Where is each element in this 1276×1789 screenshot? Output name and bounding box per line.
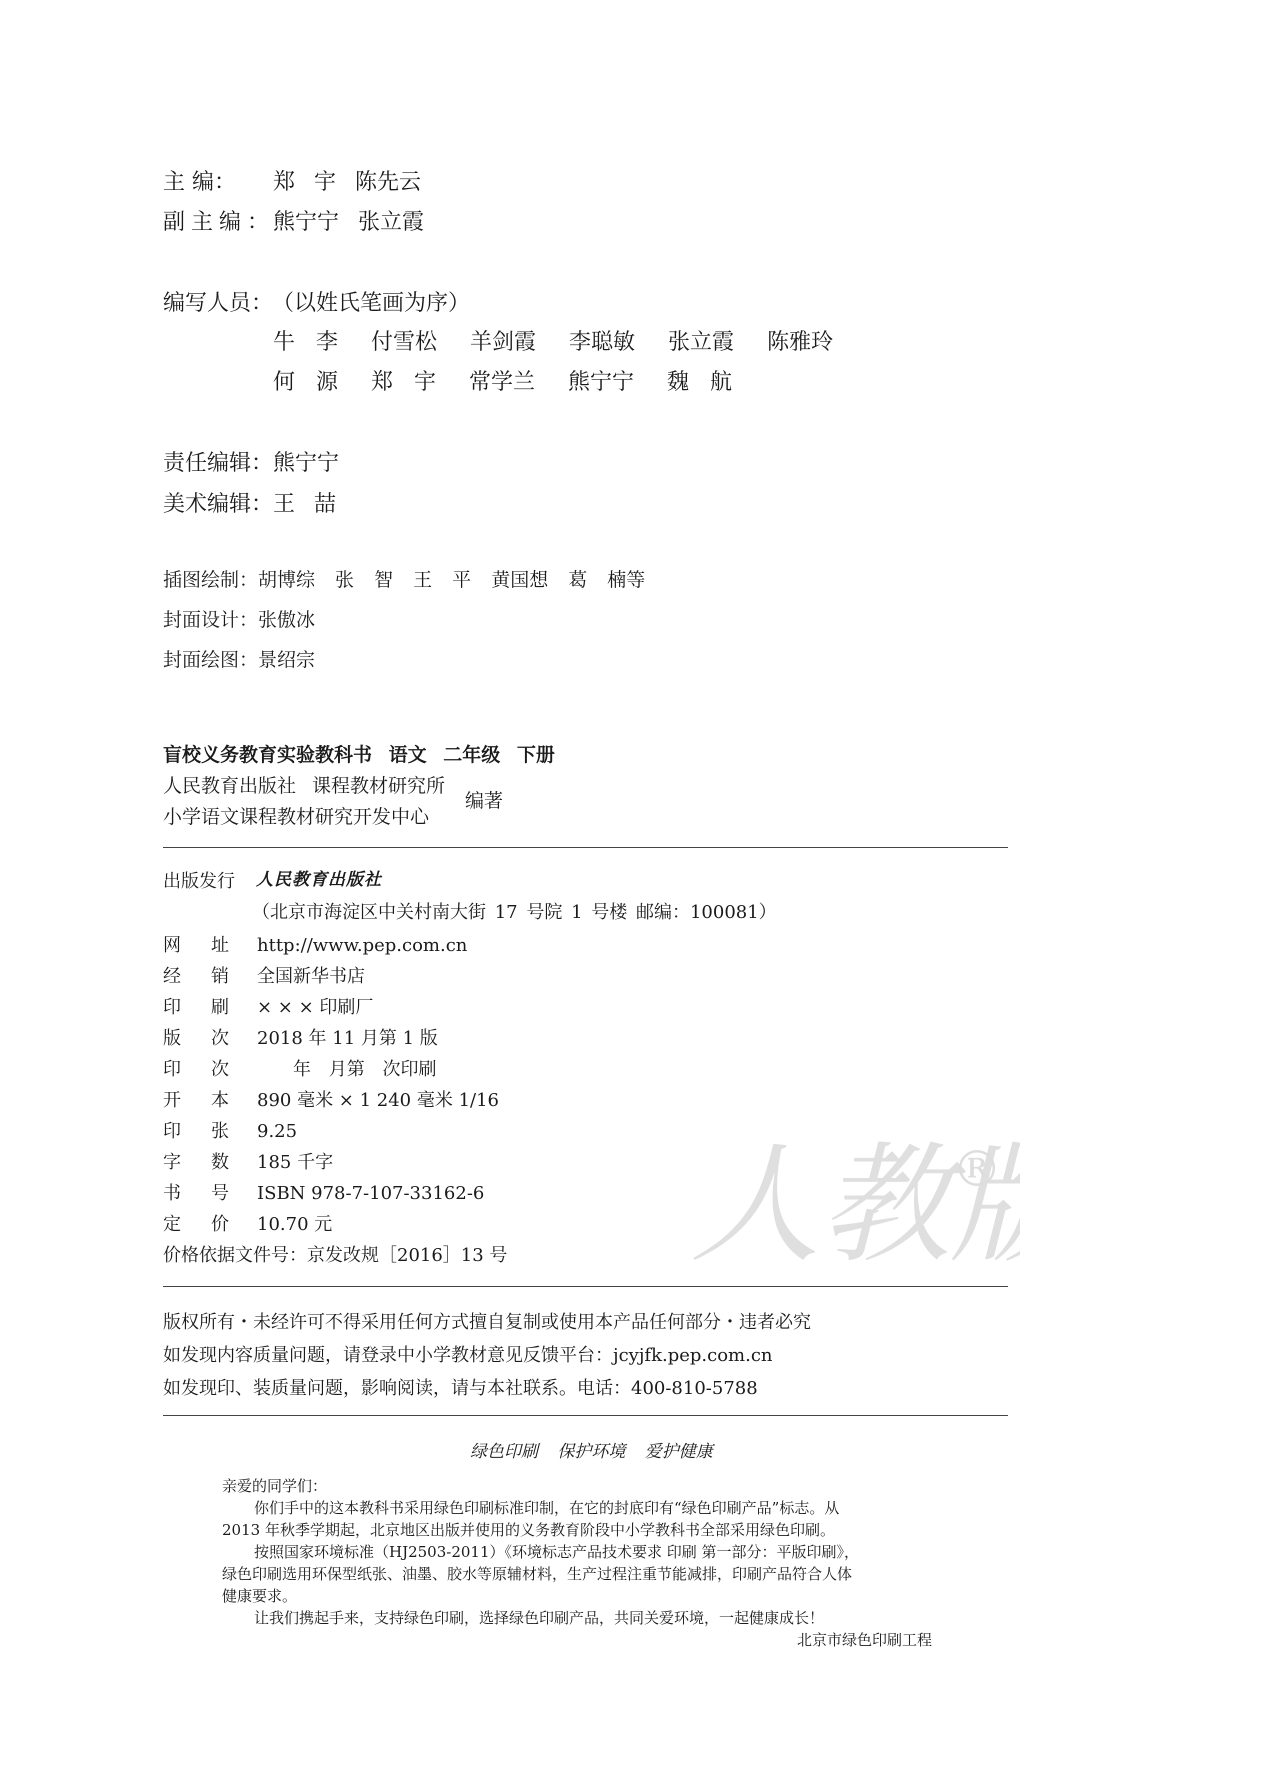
imprint-label: 网址 [163, 935, 259, 956]
compiled-by: 编著 [465, 790, 504, 812]
writers-row-1 [273, 325, 859, 356]
cover-drawing-name: 景绍宗 [258, 649, 316, 671]
quality-contact: 如发现印、装质量问题，影响阅读，请与本社联系。电话：400-810-5788 [163, 1378, 758, 1399]
imprint-value: 全国新华书店 [257, 966, 365, 987]
imprint-value: http://www.pep.com.cn [257, 935, 468, 956]
illustration-names: 胡博综 张 智 王 平 黄国想 葛 楠等 [258, 569, 646, 591]
notice-paragraph-1: 你们手中的这本教科书采用绿色印刷标准印制，在它的封底印有“绿色印刷产品”标志。从 [254, 1499, 840, 1517]
divider [163, 847, 1008, 848]
imprint-row-website [163, 931, 467, 957]
writers-label: 编写人员： [163, 291, 274, 316]
imprint-row-printer [163, 993, 373, 1019]
notice-paragraph-2: 按照国家环境标准（HJ2503-2011）《环境标志产品技术要求 印刷 第一部分：平版印刷》， [254, 1543, 860, 1561]
cover-design-label: 封面设计： [163, 609, 259, 631]
imprint-label: 字数 [163, 1152, 259, 1173]
writer-name: 何 源 [273, 370, 338, 395]
notice-paragraph-2-cont: 绿色印刷选用环保型纸张、油墨、胶水等原辅材料，生产过程注重节能减排，印刷产品符合人体 [222, 1565, 853, 1583]
content-feedback: 如发现内容质量问题，请登录中小学教材意见反馈平台：jcyjfk.pep.com.cn [163, 1345, 773, 1366]
chief-editor-names: 郑 宇 陈先云 [273, 170, 421, 195]
writer-name: 张立霞 [668, 330, 735, 355]
imprint-label: 开本 [163, 1090, 259, 1111]
chief-editor-label: 主 编： [163, 170, 236, 195]
imprint-value: 年 月第 次印刷 [293, 1059, 437, 1080]
writer-name: 陈雅玲 [767, 330, 834, 355]
cover-design-name: 张傲冰 [258, 609, 316, 631]
book-title: 盲校义务教育实验教科书 语文 二年级 下册 [163, 744, 555, 766]
notice-paragraph-1-cont: 2013 年秋季学期起，北京地区出版并使用的义务教育阶段中小学教科书全部采用绿色印刷。 [222, 1521, 835, 1539]
writer-name: 魏 航 [667, 370, 733, 395]
imprint-label: 书号 [163, 1183, 259, 1204]
watermark-text: 人教 [690, 1130, 951, 1280]
responsible-editor-name: 熊宁宁 [273, 451, 340, 476]
writer-name: 羊剑霞 [470, 330, 537, 355]
imprint-value: 185 千字 [257, 1152, 334, 1173]
imprint-value: 2018 年 11 月第 1 版 [257, 1028, 438, 1049]
price-document-number: 价格依据文件号：京发改规［2016］13 号 [163, 1245, 508, 1266]
divider [163, 1286, 1008, 1287]
green-printing-heading: 绿色印刷 保护环境 爱护健康 [470, 1442, 713, 1462]
imprint-label: 经销 [163, 966, 259, 987]
writer-name: 郑 宇 [371, 370, 436, 395]
imprint-value: 9.25 [257, 1121, 298, 1142]
notice-paragraph-3: 让我们携起手来，支持绿色印刷，选择绿色印刷产品，共同关爱环境，一起健康成长！ [254, 1609, 825, 1627]
imprint-value: 10.70 元 [257, 1214, 333, 1235]
responsible-editor-label: 责任编辑： [163, 451, 274, 476]
imprint-row-printing [163, 1055, 436, 1081]
imprint-row-wordcount [163, 1148, 333, 1174]
imprint-value: × × × 印刷厂 [257, 997, 374, 1018]
imprint-row-distributor [163, 962, 365, 988]
imprint-label: 定价 [163, 1214, 259, 1235]
cover-drawing-label: 封面绘图： [163, 649, 259, 671]
imprint-row-sheets [163, 1117, 297, 1143]
imprint-label: 印张 [163, 1121, 259, 1142]
imprint-row-price [163, 1210, 332, 1236]
illustration-label: 插图绘制： [163, 569, 259, 591]
writer-name: 李聪敏 [569, 330, 636, 355]
compiler-org-1: 人民教育出版社 课程教材研究所 [163, 775, 446, 797]
imprint-label: 版次 [163, 1028, 259, 1049]
art-editor-label: 美术编辑： [163, 492, 274, 517]
writers-note: （以姓氏笔画为序） [272, 291, 471, 316]
notice-salutation: 亲爱的同学们： [222, 1477, 328, 1495]
registered-mark: ® [952, 1140, 1002, 1198]
notice-paragraph-2-end: 健康要求。 [222, 1587, 298, 1605]
imprint-value: ISBN 978-7-107-33162-6 [257, 1183, 485, 1204]
notice-signature: 北京市绿色印刷工程 [797, 1631, 933, 1649]
divider [163, 1415, 1008, 1416]
imprint-label: 印次 [163, 1059, 259, 1080]
imprint-row-format [163, 1086, 499, 1112]
imprint-label: 印刷 [163, 997, 259, 1018]
publisher-address: （北京市海淀区中关村南大街 17 号院 1 号楼 邮编：100081） [252, 902, 777, 923]
imprint-row-isbn [163, 1179, 484, 1205]
deputy-editor-names: 熊宁宁 张立霞 [273, 210, 424, 235]
writer-name: 付雪松 [371, 330, 438, 355]
writers-row-2 [273, 365, 758, 396]
art-editor-name: 王 喆 [273, 492, 336, 517]
writer-name: 常学兰 [469, 370, 536, 395]
publisher-label: 出版发行 [163, 871, 235, 892]
writer-name: 牛 李 [273, 330, 338, 355]
copyright-notice: 版权所有・未经许可不得采用任何方式擅自复制或使用本产品任何部分・违者必究 [163, 1312, 811, 1333]
imprint-value: 890 毫米 × 1 240 毫米 1/16 [257, 1090, 499, 1111]
deputy-editor-label: 副主编： [163, 210, 276, 235]
imprint-row-edition [163, 1024, 438, 1050]
writer-name: 熊宁宁 [568, 370, 635, 395]
compiler-org-2: 小学语文课程教材研究开发中心 [163, 806, 430, 828]
publisher-logo: 人民教育出版社 [256, 870, 382, 890]
